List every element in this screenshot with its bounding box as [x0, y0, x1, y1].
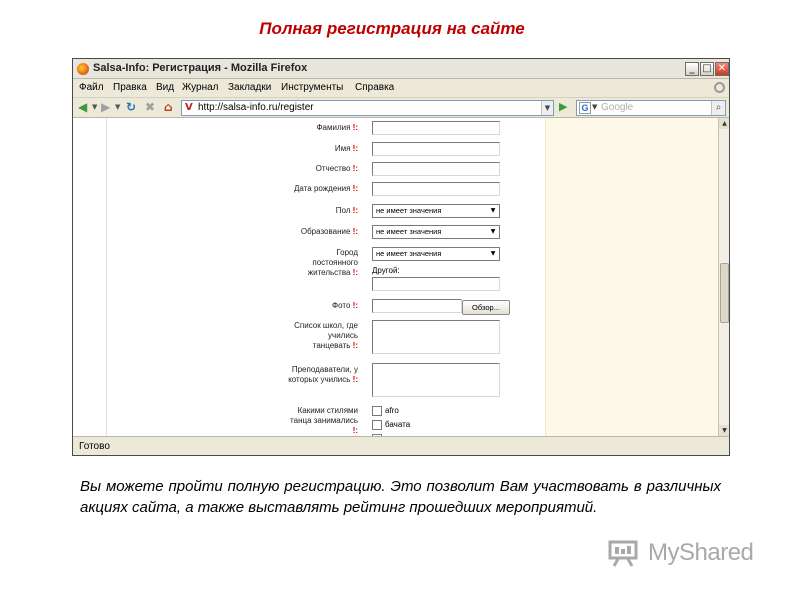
menu-help[interactable]: Справка: [355, 82, 395, 93]
education-select-value: не имеет значения: [376, 227, 442, 236]
first-name-label: Имя !:: [334, 144, 358, 153]
url-dropdown-icon[interactable]: ▼: [541, 101, 553, 115]
photo-file-field[interactable]: [372, 299, 462, 313]
home-icon[interactable]: ⌂: [164, 100, 173, 114]
close-icon[interactable]: ✕: [715, 62, 729, 76]
status-text: Готово: [79, 441, 110, 452]
patronymic-label: Отчество !:: [315, 164, 358, 173]
menu-bar: [73, 79, 729, 98]
last-name-label: Фамилия !:: [316, 123, 358, 132]
city-label: Город постоянного жительства !:: [307, 248, 358, 277]
menu-tools[interactable]: Инструменты: [281, 82, 344, 93]
city-select[interactable]: [372, 247, 500, 261]
forward-dropdown-icon[interactable]: ▼: [115, 103, 121, 111]
back-arrow-icon[interactable]: ◀: [78, 100, 88, 114]
maximize-icon[interactable]: □: [700, 62, 714, 76]
first-name-field[interactable]: [372, 142, 500, 156]
back-dropdown-icon[interactable]: ▼: [92, 103, 98, 111]
watermark-text: MyShared: [648, 539, 754, 566]
chevron-down-icon[interactable]: ▼: [490, 228, 496, 235]
city-other-label: Другой:: [372, 266, 400, 275]
search-bar[interactable]: [576, 100, 726, 116]
chevron-down-icon[interactable]: ▼: [490, 207, 496, 214]
menu-edit[interactable]: Правка: [113, 82, 147, 93]
birth-date-label: Дата рождения !:: [294, 184, 358, 193]
birth-date-field[interactable]: [372, 182, 500, 196]
google-icon[interactable]: G: [579, 102, 591, 114]
schools-textarea[interactable]: [372, 320, 500, 354]
reload-icon[interactable]: ↻: [126, 100, 137, 114]
chevron-down-icon[interactable]: ▼: [490, 250, 496, 257]
style-bachata-checkbox[interactable]: [372, 420, 382, 430]
watermark: [606, 535, 766, 575]
menu-history[interactable]: Журнал: [182, 82, 219, 93]
slide-caption: Вы можете пройти полную регистрацию. Это позволит Вам участвовать в различных акциях сайта, а также выставлять рейтинг прошедших мероприятий.: [80, 478, 721, 516]
page-column-divider: [106, 118, 107, 436]
browse-button[interactable]: Обзор...: [462, 300, 510, 315]
search-magnifier-icon[interactable]: ⌕: [711, 101, 725, 115]
education-select[interactable]: [372, 225, 500, 239]
search-engine-dropdown-icon[interactable]: ▼: [592, 103, 598, 111]
scroll-up-icon[interactable]: ▲: [719, 118, 730, 129]
style-afro-checkbox[interactable]: [372, 406, 382, 416]
go-arrow-icon[interactable]: ▶: [559, 100, 568, 113]
menu-file[interactable]: Файл: [79, 82, 104, 93]
teachers-textarea[interactable]: [372, 363, 500, 397]
patronymic-field[interactable]: [372, 162, 500, 176]
style-bachata-label: бачата: [385, 420, 411, 429]
page-content: [73, 118, 718, 436]
photo-label: Фото !:: [332, 301, 358, 310]
navigation-toolbar: [73, 98, 729, 118]
presentation-board-icon: [608, 539, 638, 567]
schools-label: Список школ, где учились танцевать !:: [294, 321, 358, 350]
gender-select-value: не имеет значения: [376, 206, 442, 215]
window-titlebar[interactable]: [73, 59, 729, 79]
stop-icon[interactable]: ✖: [145, 100, 156, 114]
site-favicon-icon: V: [185, 102, 193, 113]
vertical-scrollbar[interactable]: [718, 118, 729, 436]
slide-title: Полная регистрация на сайте: [259, 19, 525, 38]
minimize-icon[interactable]: _: [685, 62, 699, 76]
browser-window: [72, 58, 730, 456]
menu-view[interactable]: Вид: [156, 82, 175, 93]
page-side-panel: [545, 118, 718, 436]
address-bar[interactable]: [181, 100, 554, 116]
window-title: Salsa-Info: Регистрация - Mozilla Firefox: [93, 62, 308, 74]
url-text[interactable]: http://salsa-info.ru/register: [198, 102, 314, 113]
gender-select[interactable]: [372, 204, 500, 218]
styles-label: Какими стилями танца занимались !:: [290, 406, 358, 435]
city-select-value: не имеет значения: [376, 249, 442, 258]
scrollbar-thumb[interactable]: [720, 263, 729, 323]
education-label: Образование !:: [300, 227, 358, 236]
status-bar: [73, 436, 729, 456]
city-other-field[interactable]: [372, 277, 500, 291]
search-input[interactable]: Google: [601, 102, 634, 113]
teachers-label: Преподаватели, у которых учились !:: [288, 365, 358, 384]
menu-bookmarks[interactable]: Закладки: [228, 82, 272, 93]
last-name-field[interactable]: [372, 121, 500, 135]
throbber-icon: [714, 82, 725, 93]
gender-label: Пол !:: [335, 206, 358, 215]
scroll-down-icon[interactable]: ▼: [719, 425, 730, 436]
forward-arrow-icon[interactable]: ▶: [101, 100, 111, 114]
firefox-icon: [77, 63, 89, 75]
style-afro-label: afro: [385, 406, 399, 415]
